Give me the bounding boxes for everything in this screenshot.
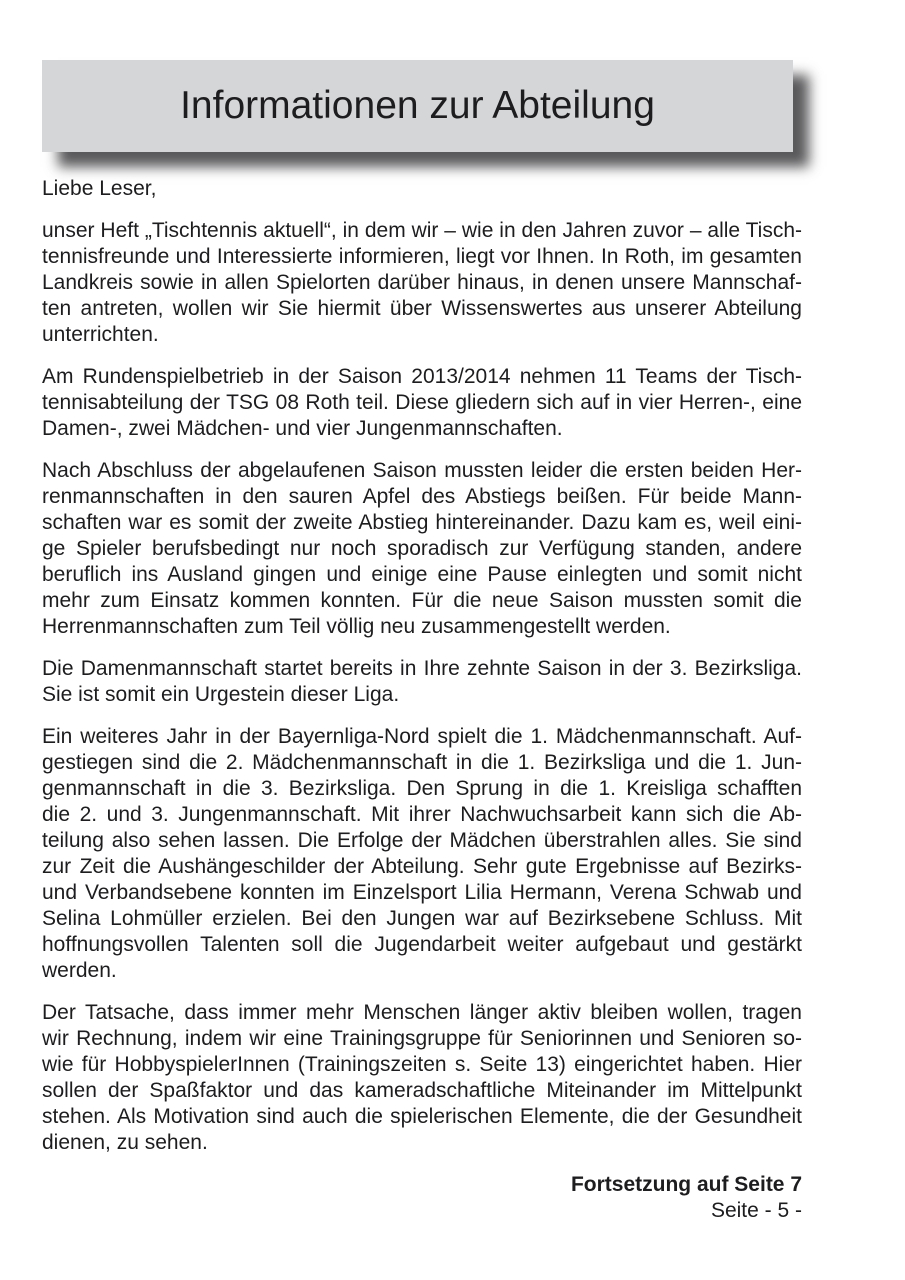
- paragraph: [42, 1000, 802, 1156]
- text-line: Nach Abschluss der abgelaufenen Saison mussten leider die ersten beiden Her-: [42, 459, 802, 482]
- text-line: unser Heft „Tischtennis aktuell“, in dem wir – wie in den Jahren zuvor – alle Tisch-: [42, 219, 802, 242]
- text-line: Der Tatsache, dass immer mehr Menschen länger aktiv bleiben wollen, tragen: [42, 1001, 802, 1024]
- text-line: Liebe Leser,: [42, 177, 157, 200]
- text-line: stehen. Als Motivation sind auch die spielerischen Elemente, die der Gesundheit: [42, 1105, 802, 1128]
- text-line: renmannschaften in den sauren Apfel des Abstiegs beißen. Für beide Mann-: [42, 485, 802, 508]
- text-line: unterrichten.: [42, 323, 159, 346]
- paragraph: [42, 724, 802, 984]
- text-line: Damen-, zwei Mädchen- und vier Jungenmannschaften.: [42, 417, 563, 440]
- text-line: Die Damenmannschaft startet bereits in Ihre zehnte Saison in der 3. Bezirksliga.: [42, 657, 802, 680]
- continuation-note: Fortsetzung auf Seite 7: [570, 1173, 802, 1196]
- body-paragraphs: [42, 176, 802, 1156]
- text-line: teilung also sehen lassen. Die Erfolge der Mädchen überstrahlen alles. Sie sind: [42, 829, 802, 852]
- page-footer: [42, 1172, 802, 1224]
- text-line: wie für HobbyspielerInnen (Trainingszeiten s. Seite 13) eingerichtet haben. Hier: [42, 1053, 802, 1076]
- paragraph: [42, 176, 802, 202]
- text-line: zur Zeit die Aushängeschilder der Abteilung. Sehr gute Ergebnisse auf Bezirks-: [42, 855, 802, 878]
- paragraph: [42, 656, 802, 708]
- text-line: wir Rechnung, indem wir eine Trainingsgruppe für Seniorinnen und Senioren so-: [42, 1027, 802, 1050]
- text-line: Selina Lohmüller erzielen. Bei den Jungen war auf Bezirksebene Schluss. Mit: [42, 907, 802, 930]
- paragraph: [42, 218, 802, 348]
- text-line: mehr zum Einsatz kommen konnten. Für die neue Saison mussten somit die: [42, 589, 802, 612]
- text-line: beruflich ins Ausland gingen und einige eine Pause einlegten und somit nicht: [42, 563, 802, 586]
- text-line: schaften war es somit der zweite Abstieg hintereinander. Dazu kam es, weil eini-: [42, 511, 802, 534]
- paragraph: [42, 458, 802, 640]
- page-title: Informationen zur Abteilung: [180, 84, 655, 127]
- text-line: tennisfreunde und Interessierte informieren, liegt vor Ihnen. In Roth, im gesamten: [42, 245, 802, 268]
- text-line: ten antreten, wollen wir Sie hiermit über Wissenswertes aus unserer Abteilung: [42, 297, 802, 320]
- text-line: werden.: [42, 959, 117, 982]
- text-line: Herrenmannschaften zum Teil völlig neu zusammengestellt werden.: [42, 615, 671, 638]
- text-line: ge Spieler berufsbedingt nur noch sporadisch zur Verfügung standen, andere: [42, 537, 802, 560]
- text-line: tennisabteilung der TSG 08 Roth teil. Diese gliedern sich auf in vier Herren-, eine: [42, 391, 802, 414]
- text-line: hoffnungsvollen Talenten soll die Jugendarbeit weiter aufgebaut und gestärkt: [42, 933, 802, 956]
- text-line: Am Rundenspielbetrieb in der Saison 2013/2014 nehmen 11 Teams der Tisch-: [42, 365, 802, 388]
- text-line: gestiegen sind die 2. Mädchenmannschaft in die 1. Bezirksliga und die 1. Jun-: [42, 751, 802, 774]
- text-line: genmannschaft in die 3. Bezirksliga. Den Sprung in die 1. Kreisliga schafften: [42, 777, 802, 800]
- text-line: und Verbandsebene konnten im Einzelsport Lilia Hermann, Verena Schwab und: [42, 881, 802, 904]
- section-title-box: [42, 60, 793, 152]
- article-body: [42, 176, 802, 1224]
- text-line: Landkreis sowie in allen Spielorten darüber hinaus, in denen unsere Mannschaf-: [42, 271, 802, 294]
- page-number: Seite - 5 -: [710, 1199, 802, 1222]
- text-line: Sie ist somit ein Urgestein dieser Liga.: [42, 683, 400, 706]
- text-line: dienen, zu sehen.: [42, 1131, 208, 1154]
- text-line: sollen der Spaßfaktor und das kameradschaftliche Miteinander im Mittelpunkt: [42, 1079, 802, 1102]
- paragraph: [42, 364, 802, 442]
- text-line: die 2. und 3. Jungenmannschaft. Mit ihrer Nachwuchsarbeit kann sich die Ab-: [42, 803, 802, 826]
- text-line: Ein weiteres Jahr in der Bayernliga-Nord spielt die 1. Mädchenmannschaft. Auf-: [42, 725, 802, 748]
